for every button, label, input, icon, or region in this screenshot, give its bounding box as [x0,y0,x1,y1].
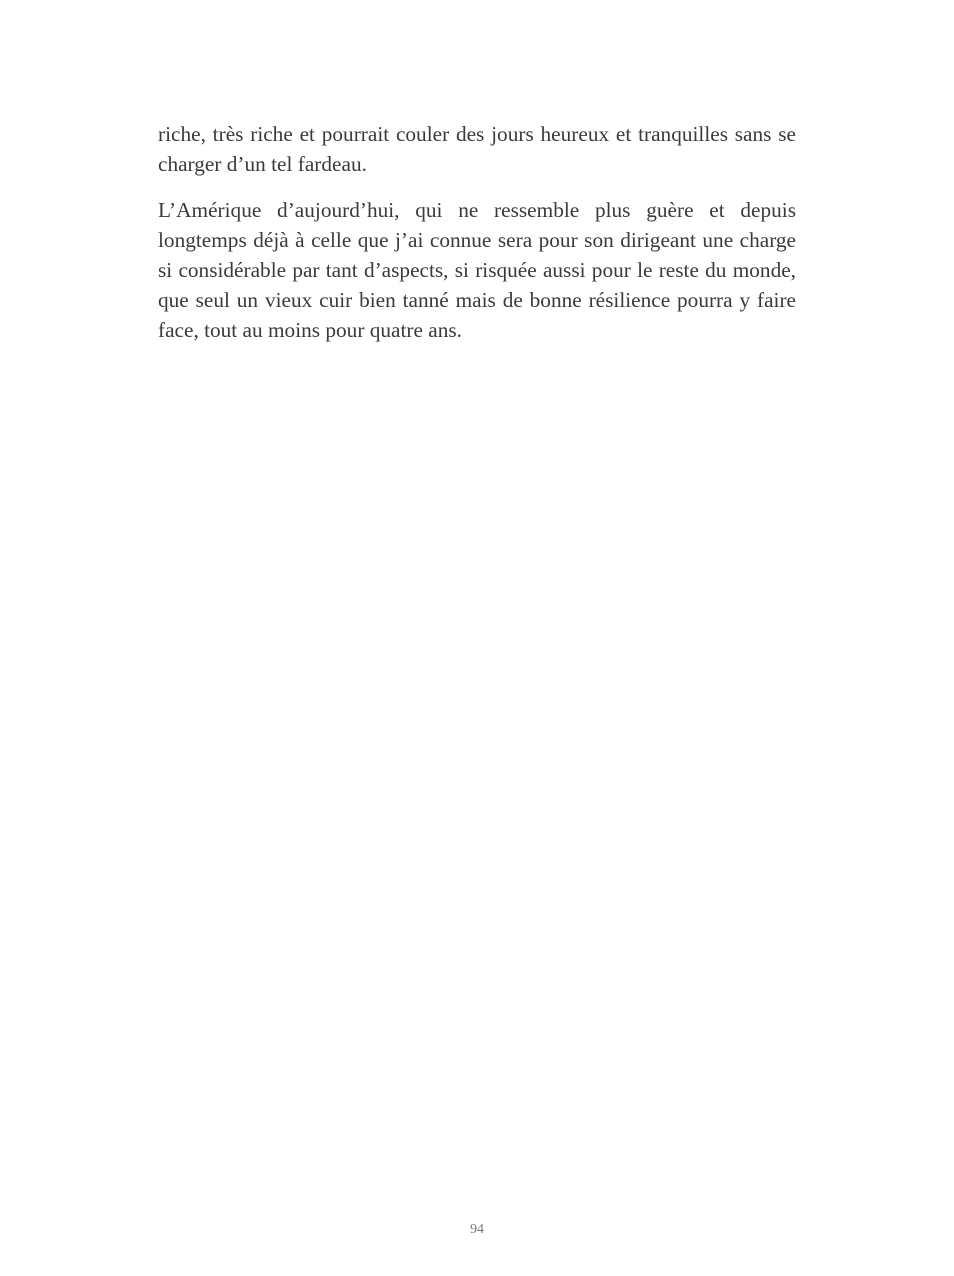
page-number: 94 [470,1222,484,1237]
paragraph: riche, très riche et pourrait couler des jours heureux et tranquilles sans se charger d’un tel fardeau. [158,122,796,176]
body-text [158,119,796,361]
paragraph: L’Amérique d’aujourd’hui, qui ne ressemble plus guère et depuis longtemps déjà à celle que j’ai connue sera pour son dirigeant une charge si considérable par tant d’aspects, si risquée aussi pour le reste du monde, que seul un vieux cuir bien tanné mais de bonne résilience pourra y faire face, tout au moins pour quatre ans. [158,198,796,342]
